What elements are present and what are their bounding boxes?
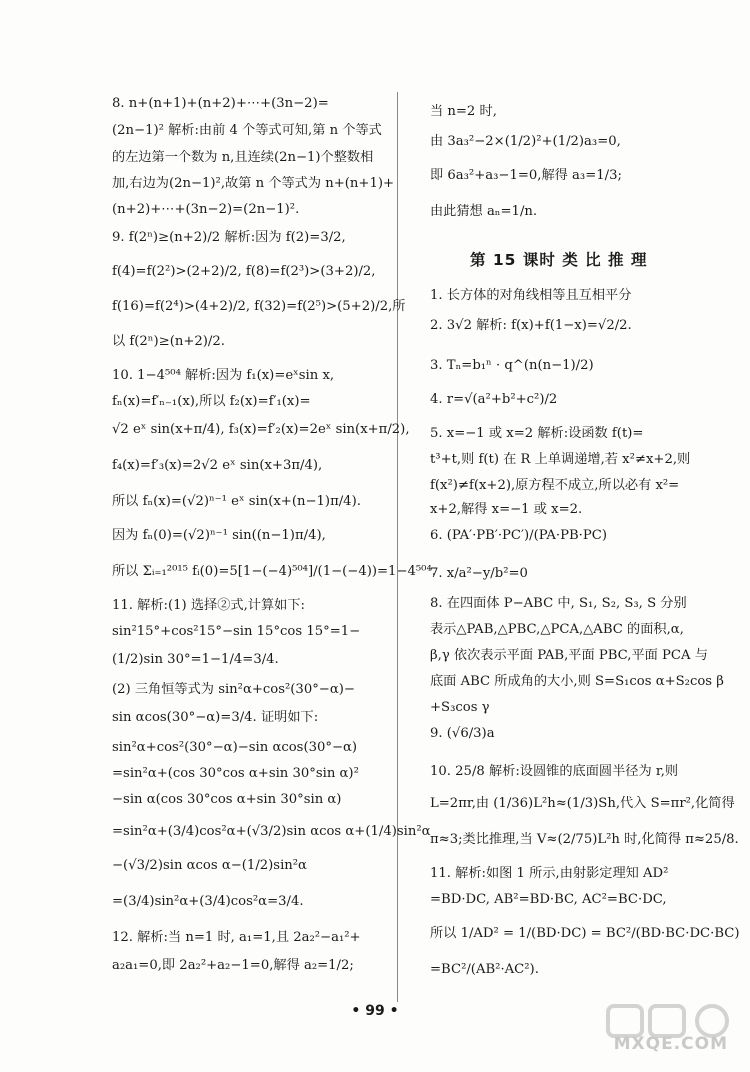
text-line: 由此猜想 aₙ=1/n.: [430, 204, 538, 219]
text-line: =BD·DC, AB²=BD·BC, AC²=BC·DC,: [430, 892, 667, 907]
text-line: √2 eˣ sin(x+π/4), f₃(x)=f′₂(x)=2eˣ sin(x+π/2),: [112, 422, 410, 437]
text-line: 当 n=2 时,: [430, 104, 497, 119]
text-line: 7. x/a²−y/b²=0: [430, 566, 528, 581]
text-line: f(4)=f(2²)>(2+2)/2, f(8)=f(2³)>(3+2)/2,: [112, 264, 376, 279]
text-line: π≈3;类比推理,当 V≈(2/75)L²h 时,化简得 π≈25/8.: [430, 832, 739, 847]
watermark-logo: [602, 1002, 742, 1064]
text-line: fₙ(x)=f′ₙ₋₁(x),所以 f₂(x)=f′₁(x)=: [112, 394, 311, 409]
text-line: 6. (PA′·PB′·PC′)/(PA·PB·PC): [430, 528, 607, 543]
text-line: 的左边第一个数为 n,且连续(2n−1)个整数相: [112, 150, 374, 165]
text-line: 1. 长方体的对角线相等且互相平分: [430, 288, 632, 303]
text-line: 8. 在四面体 P−ABC 中, S₁, S₂, S₃, S 分别: [430, 596, 687, 611]
text-line: 10. 25/8 解析:设圆锥的底面圆半径为 r,则: [430, 764, 679, 779]
text-line: 5. x=−1 或 x=2 解析:设函数 f(t)=: [430, 426, 644, 441]
text-line: (2n−1)² 解析:由前 4 个等式可知,第 n 个等式: [112, 123, 382, 138]
text-line: f(x²)≠f(x+2),原方程不成立,所以必有 x²=: [430, 478, 680, 493]
text-line: f(16)=f(2⁴)>(4+2)/2, f(32)=f(2⁵)>(5+2)/2,所: [112, 299, 406, 314]
page-number: • 99 •: [351, 1003, 399, 1019]
text-line: −(√3/2)sin αcos α−(1/2)sin²α: [112, 858, 307, 873]
text-line: 11. 解析:如图 1 所示,由射影定理知 AD²: [430, 866, 669, 881]
text-line: 所以 fₙ(x)=(√2)ⁿ⁻¹ eˣ sin(x+(n−1)π/4).: [112, 494, 361, 509]
watermark-icon: [602, 1002, 742, 1064]
text-line: (n+2)+⋯+(3n−2)=(2n−1)².: [112, 202, 300, 217]
text-line: 9. (√6/3)a: [430, 726, 495, 741]
text-line: 所以 1/AD² = 1/(BD·DC) = BC²/(BD·BC·DC·BC): [430, 926, 740, 941]
text-line: 所以 Σᵢ₌₁²⁰¹⁵ fᵢ(0)=5[1−(−4)⁵⁰⁴]/(1−(−4))=1−4⁵⁰⁴.: [112, 564, 436, 579]
text-line: =BC²/(AB²·AC²).: [430, 962, 539, 977]
text-line: 3. Tₙ=b₁ⁿ · q^(n(n−1)/2): [430, 358, 594, 373]
text-line: sin²15°+cos²15°−sin 15°cos 15°=1−: [112, 624, 361, 639]
text-line: sin²α+cos²(30°−α)−sin αcos(30°−α): [112, 740, 358, 755]
text-line: 由 3a₃²−2×(1/2)²+(1/2)a₃=0,: [430, 134, 621, 149]
text-line: 表示△PAB,△PBC,△PCA,△ABC 的面积,α,: [430, 622, 684, 637]
text-line: x+2,解得 x=−1 或 x=2.: [430, 502, 583, 517]
text-line: 以 f(2ⁿ)≥(n+2)/2.: [112, 334, 225, 349]
text-line: 9. f(2ⁿ)≥(n+2)/2 解析:因为 f(2)=3/2,: [112, 230, 346, 245]
text-line: =sin²α+(cos 30°cos α+sin 30°sin α)²: [112, 766, 359, 781]
text-line: 即 6a₃²+a₃−1=0,解得 a₃=1/3;: [430, 168, 622, 183]
text-line: =sin²α+(3/4)cos²α+(√3/2)sin αcos α+(1/4)sin²α: [112, 824, 431, 839]
text-line: (1/2)sin 30°=1−1/4=3/4.: [112, 652, 279, 667]
text-line: L=2πr,由 (1/36)L²h≈(1/3)Sh,代入 S=πr²,化简得: [430, 796, 735, 811]
text-line: 2. 3√2 解析: f(x)+f(1−x)=√2/2.: [430, 318, 632, 333]
text-line: β,γ 依次表示平面 PAB,平面 PBC,平面 PCA 与: [430, 648, 708, 663]
text-line: =(3/4)sin²α+(3/4)cos²α=3/4.: [112, 894, 304, 909]
watermark-text: MXQE.COM: [613, 1034, 728, 1054]
text-line: sin αcos(30°−α)=3/4. 证明如下:: [112, 710, 319, 725]
section-title: 第 15 课时 类 比 推 理: [470, 251, 648, 269]
text-line: 底面 ABC 所成角的大小,则 S=S₁cos α+S₂cos β: [430, 674, 724, 689]
text-line: +S₃cos γ: [430, 700, 490, 715]
text-line: 4. r=√(a²+b²+c²)/2: [430, 392, 558, 407]
text-line: (2) 三角恒等式为 sin²α+cos²(30°−α)−: [112, 682, 355, 697]
text-line: 11. 解析:(1) 选择②式,计算如下:: [112, 598, 305, 613]
text-line: −sin α(cos 30°cos α+sin 30°sin α): [112, 792, 342, 807]
text-line: 10. 1−4⁵⁰⁴ 解析:因为 f₁(x)=eˣsin x,: [112, 368, 335, 383]
text-line: 加,右边为(2n−1)²,故第 n 个等式为 n+(n+1)+: [112, 176, 395, 191]
text-line: 因为 fₙ(0)=(√2)ⁿ⁻¹ sin((n−1)π/4),: [112, 528, 326, 543]
text-line: 12. 解析:当 n=1 时, a₁=1,且 2a₂²−a₁²+: [112, 930, 361, 945]
text-line: f₄(x)=f′₃(x)=2√2 eˣ sin(x+3π/4),: [112, 458, 323, 473]
text-line: t³+t,则 f(t) 在 R 上单调递增,若 x²≠x+2,则: [430, 452, 691, 467]
text-line: 8. n+(n+1)+(n+2)+⋯+(3n−2)=: [112, 96, 329, 111]
column-divider: [397, 92, 398, 1002]
text-line: a₂a₁=0,即 2a₂²+a₂−1=0,解得 a₂=1/2;: [112, 958, 354, 973]
